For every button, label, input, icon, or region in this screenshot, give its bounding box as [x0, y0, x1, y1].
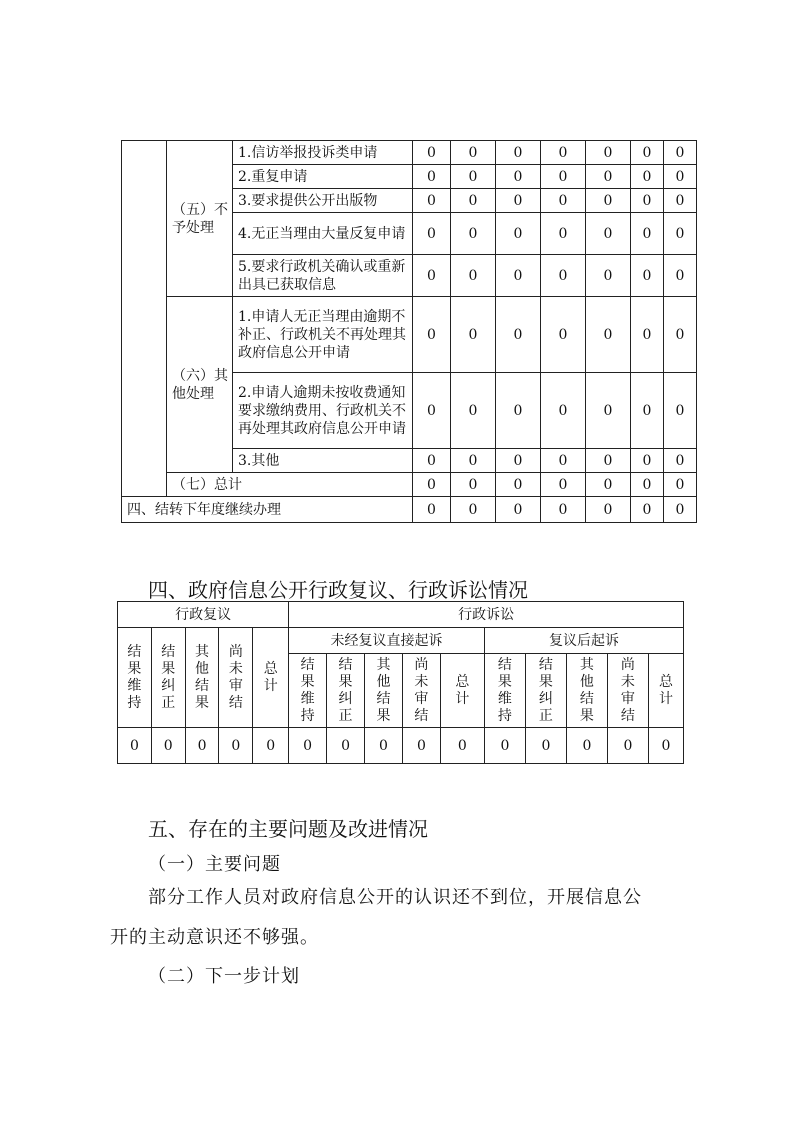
value-cell: 0 [541, 141, 586, 165]
value-cell: 0 [631, 141, 664, 165]
direct-result-corrected: 结果纠正 [338, 656, 353, 724]
after-result-other: 其他结果 [579, 656, 594, 724]
row-label: 2.重复申请 [233, 165, 413, 189]
value-cell: 0 [586, 213, 631, 255]
row-label: 3.要求提供公开出版物 [233, 189, 413, 213]
value-cell: 0 [586, 497, 631, 523]
value-cell: 0 [664, 213, 697, 255]
value-cell: 0 [496, 141, 541, 165]
value-cell: 0 [451, 297, 496, 373]
value-cell: 0 [451, 373, 496, 449]
value-cell: 0 [151, 728, 185, 764]
direct-header-cell [289, 654, 327, 728]
value-cell: 0 [541, 189, 586, 213]
value-cell: 0 [664, 473, 697, 497]
value-cell: 0 [413, 373, 451, 449]
row-label: 1.信访举报投诉类申请 [233, 141, 413, 165]
table-row [122, 141, 697, 165]
total-row [122, 473, 697, 497]
direct-result-pending: 尚未审结 [414, 656, 429, 724]
value-cell: 0 [413, 213, 451, 255]
value-cell: 0 [413, 473, 451, 497]
value-cell: 0 [413, 141, 451, 165]
value-cell: 0 [451, 141, 496, 165]
value-cell: 0 [496, 165, 541, 189]
value-cell: 0 [327, 728, 365, 764]
value-cell: 0 [541, 213, 586, 255]
review-result-maintained: 结果维持 [127, 643, 142, 711]
processing-results-table [121, 140, 697, 523]
value-cell: 0 [413, 165, 451, 189]
direct-header-cell [365, 654, 403, 728]
value-cell: 0 [631, 449, 664, 473]
row-label: 5.要求行政机关确认或重新出具已获取信息 [233, 255, 413, 297]
value-cell: 0 [413, 255, 451, 297]
value-cell: 0 [541, 449, 586, 473]
value-cell: 0 [664, 141, 697, 165]
after-header-cell [484, 654, 525, 728]
value-cell: 0 [484, 728, 525, 764]
direct-header-cell [440, 654, 484, 728]
value-cell: 0 [496, 449, 541, 473]
value-cell: 0 [496, 497, 541, 523]
after-header-cell [648, 654, 683, 728]
value-cell: 0 [631, 497, 664, 523]
review-result-pending: 尚未审结 [228, 643, 243, 711]
value-cell: 0 [664, 165, 697, 189]
value-cell: 0 [451, 189, 496, 213]
value-cell: 0 [586, 189, 631, 213]
value-cell: 0 [541, 497, 586, 523]
direct-result-other: 其他结果 [376, 656, 391, 724]
row-label: 4.无正当理由大量反复申请 [233, 213, 413, 255]
value-cell: 0 [496, 373, 541, 449]
problem-paragraph-line-1: 部分工作人员对政府信息公开的认识还不到位，开展信息公 [148, 887, 642, 908]
value-cell: 0 [525, 728, 566, 764]
value-cell: 0 [541, 373, 586, 449]
value-cell: 0 [586, 141, 631, 165]
value-cell: 0 [586, 473, 631, 497]
value-cell: 0 [451, 497, 496, 523]
value-cell: 0 [664, 449, 697, 473]
value-cell: 0 [541, 473, 586, 497]
value-cell: 0 [541, 255, 586, 297]
outer-blank-cell [122, 141, 167, 497]
carry-over-row [122, 497, 697, 523]
value-cell: 0 [631, 297, 664, 373]
row-label: 四、结转下年度继续办理 [122, 497, 413, 523]
row-label: 3.其他 [233, 449, 413, 473]
value-cell: 0 [496, 297, 541, 373]
value-cell: 0 [586, 449, 631, 473]
value-cell: 0 [451, 449, 496, 473]
value-cell: 0 [496, 255, 541, 297]
review-litigation-table [117, 601, 684, 764]
direct-suit-header: 未经复议直接起诉 [289, 628, 485, 654]
direct-header-cell [327, 654, 365, 728]
value-cell: 0 [413, 297, 451, 373]
value-cell: 0 [413, 497, 451, 523]
value-cell: 0 [451, 213, 496, 255]
value-cell: 0 [664, 189, 697, 213]
group-label-no-processing: （五）不予处理 [167, 141, 233, 297]
direct-result-total: 总计 [455, 673, 470, 707]
value-cell: 0 [586, 373, 631, 449]
review-result-other: 其他结果 [195, 643, 210, 711]
value-cell: 0 [586, 297, 631, 373]
subsection-next-plan: （二）下一步计划 [148, 966, 300, 987]
value-cell: 0 [631, 473, 664, 497]
subsection-main-problems: （一）主要问题 [148, 854, 281, 875]
value-cell: 0 [289, 728, 327, 764]
value-cell: 0 [219, 728, 253, 764]
value-cell: 0 [631, 165, 664, 189]
value-cell: 0 [496, 189, 541, 213]
value-cell: 0 [631, 255, 664, 297]
value-cell: 0 [607, 728, 648, 764]
review-header-cell [151, 628, 185, 728]
value-cell: 0 [440, 728, 484, 764]
value-cell: 0 [413, 449, 451, 473]
row-label: 2.申请人逾期未按收费通知要求缴纳费用、行政机关不再处理其政府信息公开申请 [233, 373, 413, 449]
value-cell: 0 [586, 255, 631, 297]
review-litigation-values-row [118, 728, 684, 764]
direct-header-cell [402, 654, 440, 728]
admin-litigation-header: 行政诉讼 [289, 602, 684, 628]
value-cell: 0 [541, 297, 586, 373]
value-cell: 0 [413, 189, 451, 213]
after-review-suit-header: 复议后起诉 [484, 628, 683, 654]
value-cell: 0 [253, 728, 289, 764]
section-4-title: 四、政府信息公开行政复议、行政诉讼情况 [148, 578, 528, 602]
value-cell: 0 [586, 165, 631, 189]
review-header-cell [219, 628, 253, 728]
value-cell: 0 [664, 373, 697, 449]
value-cell: 0 [402, 728, 440, 764]
value-cell: 0 [451, 165, 496, 189]
review-header-cell [118, 628, 152, 728]
value-cell: 0 [631, 189, 664, 213]
value-cell: 0 [496, 473, 541, 497]
after-result-maintained: 结果维持 [497, 656, 512, 724]
value-cell: 0 [648, 728, 683, 764]
value-cell: 0 [631, 213, 664, 255]
value-cell: 0 [185, 728, 219, 764]
value-cell: 0 [365, 728, 403, 764]
after-result-total: 总计 [658, 673, 673, 707]
value-cell: 0 [118, 728, 152, 764]
admin-review-header: 行政复议 [118, 602, 289, 628]
after-header-cell [566, 654, 607, 728]
after-header-cell [525, 654, 566, 728]
value-cell: 0 [664, 497, 697, 523]
review-result-total: 总计 [263, 660, 278, 694]
group-label-other-processing: （六）其他处理 [167, 297, 233, 473]
value-cell: 0 [541, 165, 586, 189]
row-label: （七）总计 [167, 473, 413, 497]
direct-result-maintained: 结果维持 [300, 656, 315, 724]
after-header-cell [607, 654, 648, 728]
value-cell: 0 [664, 297, 697, 373]
review-header-cell [253, 628, 289, 728]
table-row [122, 297, 697, 373]
value-cell: 0 [496, 213, 541, 255]
after-result-corrected: 结果纠正 [538, 656, 553, 724]
section-5-title: 五、存在的主要问题及改进情况 [148, 817, 428, 841]
value-cell: 0 [451, 473, 496, 497]
value-cell: 0 [566, 728, 607, 764]
review-result-corrected: 结果纠正 [161, 643, 176, 711]
row-label: 1.申请人无正当理由逾期不补正、行政机关不再处理其政府信息公开申请 [233, 297, 413, 373]
value-cell: 0 [664, 255, 697, 297]
review-header-cell [185, 628, 219, 728]
value-cell: 0 [451, 255, 496, 297]
after-result-pending: 尚未审结 [620, 656, 635, 724]
value-cell: 0 [631, 373, 664, 449]
problem-paragraph-line-2: 开的主动意识还不够强。 [110, 927, 319, 948]
